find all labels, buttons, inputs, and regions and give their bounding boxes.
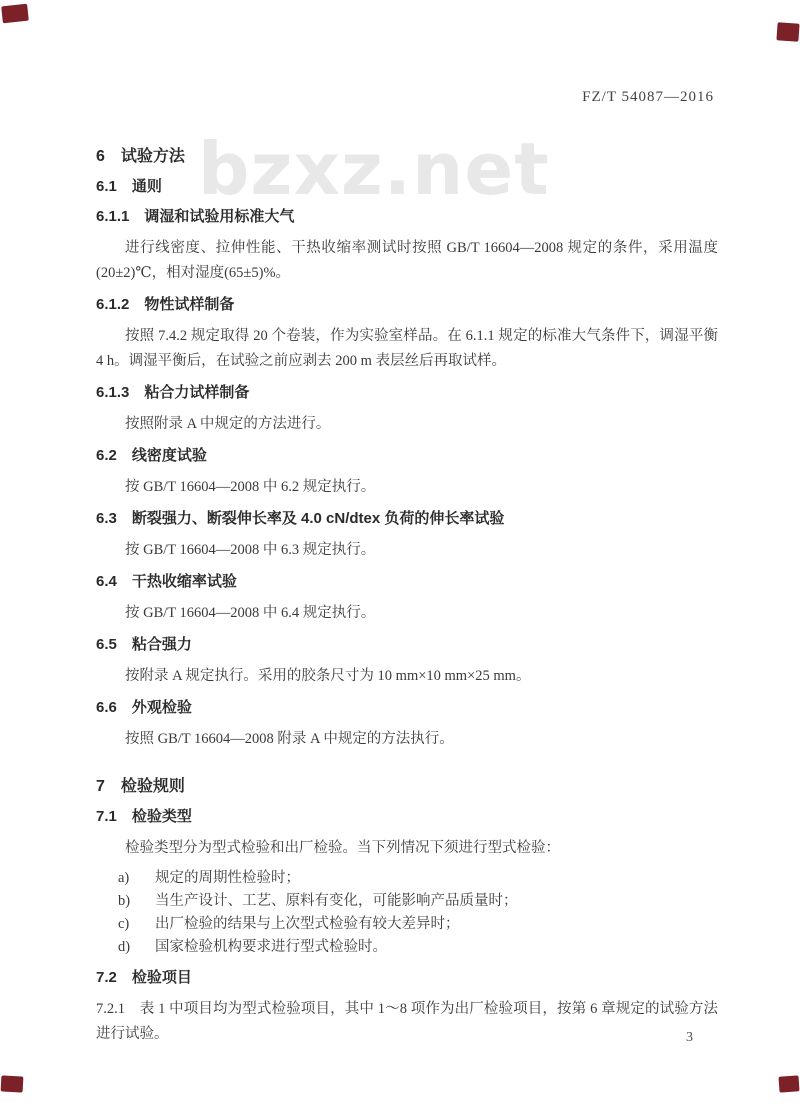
list-item-text: 当生产设计、工艺、原料有变化，可能影响产品质量时；	[155, 893, 518, 909]
clause-heading: 7.1 检验类型	[96, 808, 192, 825]
scan-corner-mark-bottom-right	[778, 1075, 799, 1092]
list-item-label: c)	[118, 916, 130, 932]
clause-heading: 6.6 外观检验	[96, 699, 192, 716]
clause-heading: 6.2 线密度试验	[96, 447, 207, 464]
list-item-text: 出厂检验的结果与上次型式检验有较大差异时；	[155, 916, 460, 932]
list-item-text: 国家检验机构要求进行型式检验时。	[155, 939, 387, 955]
clause-heading: 6.5 粘合强力	[96, 636, 192, 653]
list-item-label: d)	[118, 939, 131, 955]
clause-heading: 6.1 通则	[96, 178, 162, 195]
clause-heading: 7.2 检验项目	[96, 969, 192, 986]
list-item	[96, 890, 718, 913]
chapter-heading: 7 检验规则	[96, 778, 185, 795]
list-item	[96, 936, 718, 959]
standard-number-header: FZ/T 54087—2016	[582, 89, 714, 105]
numbered-paragraph: 7.2.1 表 1 中项目均为型式检验项目，其中 1～8 项作为出厂检验项目，按第 6 章规定的试验方法进行试验。	[96, 1001, 718, 1042]
subclause-heading: 6.1.1 调湿和试验用标准大气	[96, 208, 295, 225]
list-item	[96, 867, 718, 890]
list-item-label: a)	[118, 870, 130, 886]
watermark-text: bzxz.net	[198, 127, 550, 211]
paragraph: 进行线密度、拉伸性能、干热收缩率测试时按照 GB/T 16604—2008 规定的条件，采用温度(20±2)℃，相对湿度(65±5)%。	[96, 240, 718, 281]
clause-heading: 6.4 干热收缩率试验	[96, 573, 237, 590]
scan-corner-mark-top-right	[776, 22, 799, 41]
subclause-heading: 6.1.2 物性试样制备	[96, 296, 235, 313]
clause-heading: 6.3 断裂强力、断裂伸长率及 4.0 cN/dtex 负荷的伸长率试验	[96, 510, 505, 527]
paragraph: 按照 GB/T 16604—2008 附录 A 中规定的方法执行。	[125, 731, 454, 747]
page-number: 3	[686, 1030, 693, 1045]
scan-corner-mark-bottom-left	[1, 1075, 24, 1092]
paragraph: 按附录 A 规定执行。采用的胶条尺寸为 10 mm×10 mm×25 mm。	[125, 668, 531, 684]
paragraph: 按 GB/T 16604—2008 中 6.2 规定执行。	[125, 479, 376, 495]
paragraph: 检验类型分为型式检验和出厂检验。当下列情况下须进行型式检验：	[125, 840, 560, 856]
list-item-label: b)	[118, 893, 131, 909]
paragraph: 按 GB/T 16604—2008 中 6.4 规定执行。	[125, 605, 376, 621]
document-body	[96, 146, 718, 1047]
subclause-heading: 6.1.3 粘合力试样制备	[96, 384, 250, 401]
paragraph: 按照附录 A 中规定的方法进行。	[125, 416, 331, 432]
list-item	[96, 913, 718, 936]
paragraph: 按 GB/T 16604—2008 中 6.3 规定执行。	[125, 542, 376, 558]
chapter-heading: 6 试验方法	[96, 148, 185, 165]
paragraph: 按照 7.4.2 规定取得 20 个卷装，作为实验室样品。在 6.1.1 规定的标准大气条件下，调湿平衡 4 h。调湿平衡后，在试验之前应剥去 200 m 表层丝后再取试样。	[96, 328, 718, 369]
scan-corner-mark-top-left	[1, 4, 29, 24]
list-item-text: 规定的周期性检验时；	[155, 870, 300, 886]
